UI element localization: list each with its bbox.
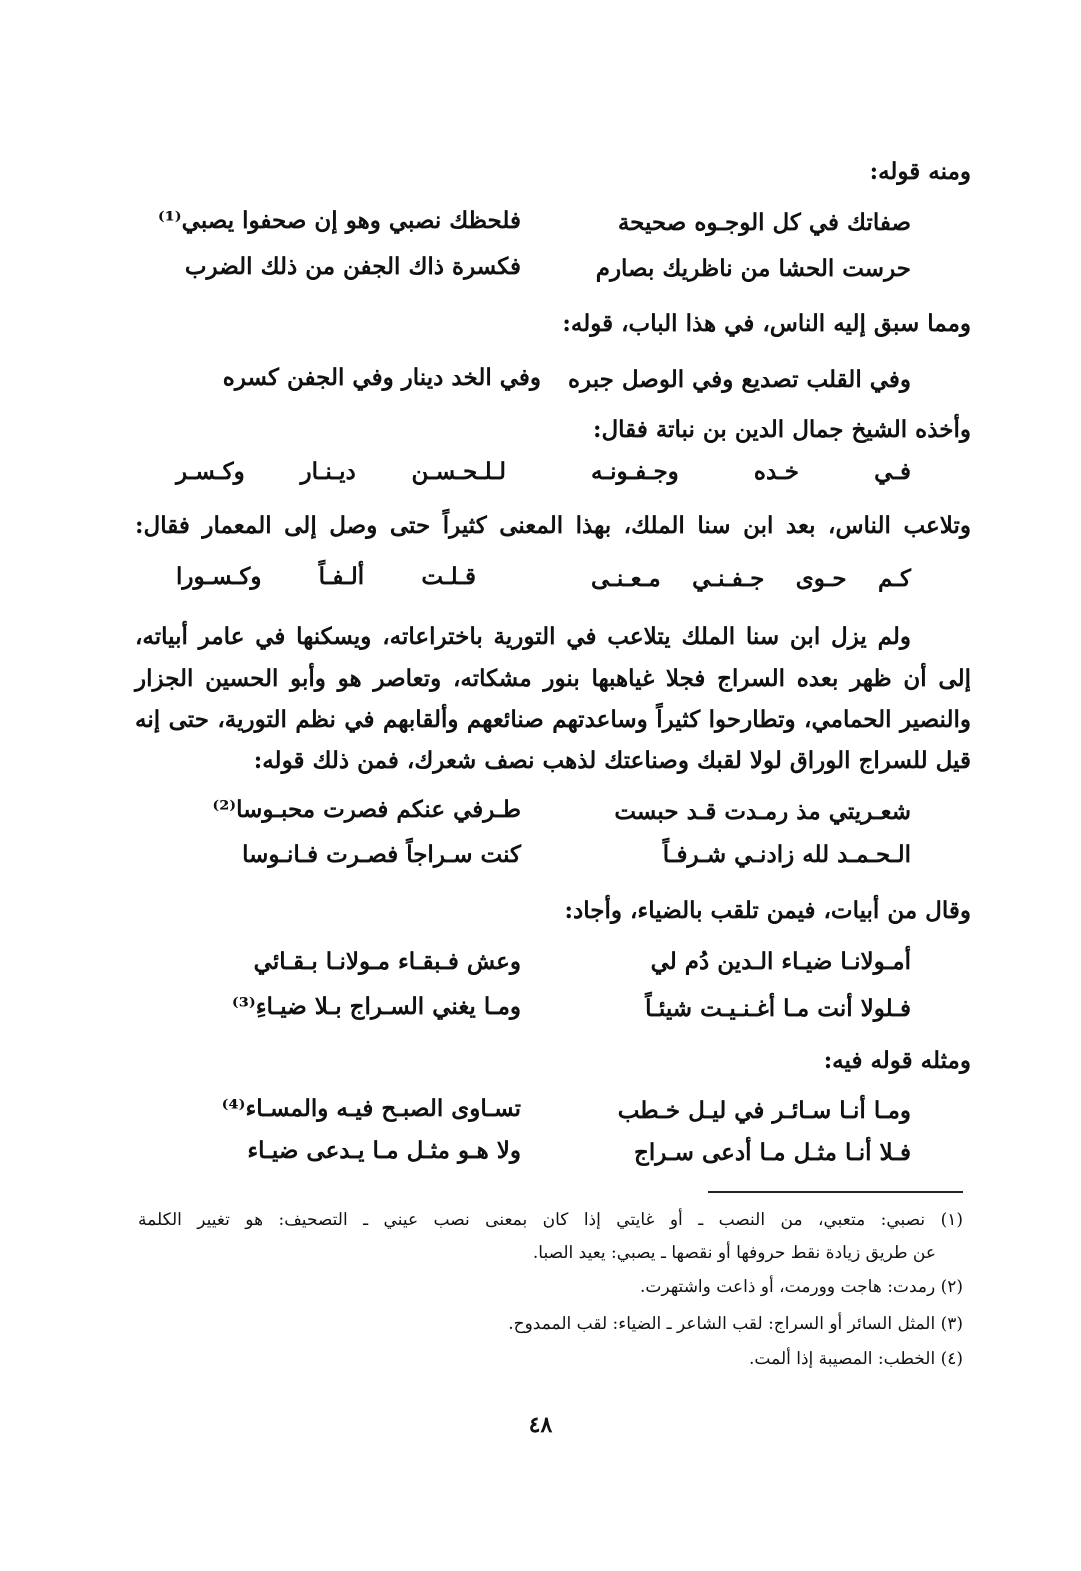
verse-hemistich-second: لـلـحـسـن ديـنـار وكـسـر	[176, 458, 506, 485]
verse-hemistich-second: وعش فـبقـاء مـولانـا بـقـائي	[253, 948, 521, 975]
verse-hemistich-first: فـلولا أنت مـا أغـنـيـت شيئـاً	[645, 995, 911, 1022]
verse-hemistich-first: الـحـمـد لله زادنـي شـرفـاً	[662, 841, 911, 868]
verse-hemistich-second: ولا هـو مثـل مـا يـدعى ضيـاء	[247, 1137, 521, 1164]
verse-hemistich-second: ومـا يغني السـراج بـلا ضيـاءِ⁽³⁾	[231, 993, 521, 1020]
verse-hemistich-second: كنت سـراجاً فصـرت فـانـوسا	[242, 841, 521, 868]
verse-hemistich-second: فلحظك نصبي وهو إن صحفوا يصبي⁽¹⁾	[157, 207, 521, 234]
footnote-4: (٤) الخطب: المصيبة إذا ألمت.	[749, 1349, 963, 1369]
footnote-3: (٣) المثل السائر أو السراج: لقب الشاعر ـ الضياء: لقب الممدوح.	[508, 1314, 963, 1334]
page-number: ٤٨	[528, 1412, 553, 1438]
verse-hemistich-first: فـي خـده وجـفـونـه	[591, 458, 911, 485]
prose-line: وقال من أبيات، فيمن تلقب بالضياء، وأجاد:	[564, 897, 971, 924]
verse-hemistich-first: حرست الحشا من ناظريك بصارم	[595, 255, 911, 282]
prose-line: وتلاعب الناس، بعد ابن سنا الملك، بهذا المعنى كثيراً حتى وصل إلى المعمار فقال:	[135, 512, 971, 539]
footnote-2: (٢) رمدت: هاجت وورمت، أو ذاعت واشتهرت.	[639, 1277, 963, 1297]
prose-line: وأخذه الشيخ جمال الدين بن نباتة فقال:	[592, 416, 971, 443]
verse-hemistich-first: صفاتك في كل الوجـوه صحيحة	[617, 209, 911, 236]
verse-hemistich-first: فـلا أنـا مثـل مـا أدعى سـراج	[634, 1139, 911, 1166]
verse-hemistich-first: أمـولانـا ضيـاء الـدين دُم لي	[650, 948, 911, 975]
prose-line: إلى أن ظهر بعده السراج فجلا غياهبها بنور مشكاته، وتعاصر هو وأبو الحسين الجزار	[135, 665, 971, 692]
footnote-1: (١) نصبي: متعبي، من النصب ـ أو غايتي إذا كان بمعنى نصب عيني ـ التصحيف: هو تغيير الكلمة	[138, 1210, 963, 1230]
verse-hemistich-first: كـم حـوى جـفـنـي مـعـنـى	[591, 565, 911, 592]
verse-hemistich-first: وفي القلب تصديع وفي الوصل جبره	[567, 366, 911, 393]
verse-hemistich-second: فكسرة ذاك الجفن من ذلك الضرب	[184, 253, 521, 280]
verse-hemistich-second: تسـاوى الصبـح فيـه والمسـاء⁽⁴⁾	[221, 1095, 521, 1122]
prose-line: ولم يزل ابن سنا الملك يتلاعب في التورية باختراعاته، ويسكنها في عامر أبياته،	[135, 623, 911, 650]
verse-hemistich-first: ومـا أنـا سـائـر في ليـل خـطب	[617, 1097, 911, 1124]
prose-line: ومنه قوله:	[869, 158, 971, 185]
prose-line: ومثله قوله فيه:	[823, 1047, 971, 1074]
prose-line: قيل للسراج الوراق لولا لقبك وصناعتك لذهب نصف شعرك، فمن ذلك قوله:	[253, 747, 971, 774]
verse-hemistich-second: وفي الخد دينار وفي الجفن كسره	[222, 364, 541, 391]
verse-hemistich-first: شعـريتي مذ رمـدت قـد حبست	[614, 798, 911, 825]
prose-line: ومما سبق إليه الناس، في هذا الباب، قوله:	[562, 310, 971, 337]
prose-line: والنصير الحمامي، وتطارحوا كثيراً وساعدتهم صنائعهم وألقابهم في نظم التورية، حتى إنه	[135, 706, 971, 733]
verse-hemistich-second: قـلـت ألـفـاً وكـسـورا	[176, 563, 476, 590]
footnote-1-continuation: عن طريق زيادة نقط حروفها أو نقصها ـ يصبي: يعيد الصبا.	[532, 1243, 936, 1263]
footnote-divider	[708, 1191, 963, 1193]
verse-hemistich-second: طـرفي عنكم فصرت محبـوسا⁽²⁾	[212, 796, 521, 823]
